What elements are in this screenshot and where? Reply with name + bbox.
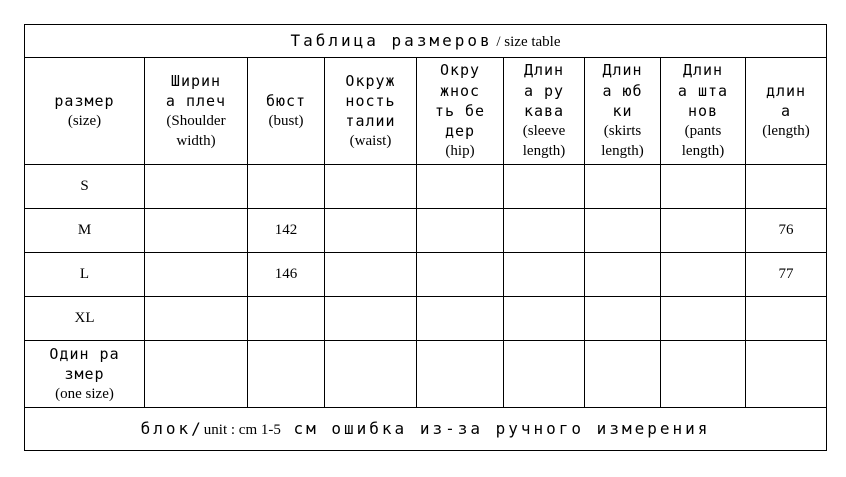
measure-cell: [325, 297, 417, 341]
header-label-ru: Окру: [439, 61, 481, 80]
header-cell: [145, 58, 248, 165]
header-label-ru: жнос: [439, 81, 481, 100]
measure-cell: [145, 253, 248, 297]
header-cell: [585, 58, 661, 165]
measure-cell: [145, 165, 248, 209]
header-label-ru: ть бе: [434, 101, 486, 120]
header-label-ru: кава: [523, 101, 565, 120]
measure-cell: [504, 297, 585, 341]
header-label-en: length): [601, 143, 644, 160]
row-size-cell: M: [25, 209, 145, 253]
footer-unit: unit : cm 1-5: [203, 421, 281, 438]
one-size-label-ru-2: змер: [64, 364, 105, 383]
measure-cell: [585, 341, 661, 408]
header-label-en: (pants: [684, 123, 722, 140]
table-row: [25, 209, 827, 253]
row-size-cell: XL: [25, 297, 145, 341]
measure-cell: [248, 165, 325, 209]
footer-note: см ошибка из-за ручного измерения: [280, 418, 711, 438]
table-title-ru: Таблица размеров: [290, 30, 493, 50]
measure-cell: [325, 341, 417, 408]
header-cell: [661, 58, 746, 165]
header-label-ru: Длин: [523, 61, 565, 80]
measure-cell: [417, 341, 504, 408]
header-row: [25, 58, 827, 165]
header-label-ru: бюст: [265, 91, 307, 110]
one-size-label-en: (one size): [55, 386, 114, 403]
measure-cell: [145, 341, 248, 408]
measure-cell: [248, 297, 325, 341]
measure-cell: 76: [746, 209, 827, 253]
footer-prefix: блок/: [140, 418, 204, 438]
table-row: [25, 297, 827, 341]
measure-cell: [746, 297, 827, 341]
measure-cell: [746, 165, 827, 209]
measure-cell: [417, 209, 504, 253]
measure-cell: [417, 165, 504, 209]
header-label-en: (hip): [445, 143, 475, 160]
header-label-ru: а юб: [602, 81, 643, 100]
header-label-en: (size): [67, 113, 102, 129]
header-label-ru: а ру: [523, 81, 565, 100]
size-table-sheet: [24, 24, 827, 451]
row-size-cell: S: [25, 165, 145, 209]
header-cell: [504, 58, 585, 165]
header-label-en: length): [681, 143, 725, 160]
measure-cell: [504, 341, 585, 408]
measure-cell: [661, 341, 746, 408]
header-label-ru: размер: [54, 91, 115, 110]
header-label-ru: ки: [612, 101, 633, 120]
row-size-cell: L: [25, 253, 145, 297]
header-cell: [417, 58, 504, 165]
header-label-ru: ность: [345, 91, 396, 110]
header-label-ru: Окруж: [345, 71, 396, 90]
header-label-en: length): [522, 143, 566, 160]
table-title-en: size table: [504, 33, 561, 50]
measure-cell: [585, 209, 661, 253]
header-label-ru: Длин: [682, 61, 724, 80]
header-label-en: (bust): [268, 113, 304, 129]
header-label-ru: Ширин: [170, 71, 222, 90]
measure-cell: [504, 209, 585, 253]
header-label-en: (sleeve: [522, 123, 566, 140]
header-label-en: (waist): [349, 133, 392, 150]
measure-cell: [325, 253, 417, 297]
measure-cell: [585, 165, 661, 209]
measure-cell: [417, 297, 504, 341]
size-table: [24, 24, 827, 451]
header-label-en: width): [176, 133, 216, 150]
header-label-ru: талии: [345, 112, 396, 130]
header-label-en: (skirts: [603, 123, 642, 140]
header-label-ru: нов: [687, 101, 719, 120]
header-label-ru: а шта: [677, 81, 729, 100]
header-label-ru: Длин: [602, 61, 643, 80]
measure-cell: [746, 341, 827, 408]
header-label-ru: а плеч: [165, 91, 227, 110]
header-label-en: (length): [762, 123, 810, 140]
measure-cell: 77: [746, 253, 827, 297]
measure-cell: [248, 341, 325, 408]
header-cell: [25, 58, 145, 165]
measure-cell: [661, 297, 746, 341]
measure-cell: 146: [248, 253, 325, 297]
table-title-separator: /: [492, 33, 505, 50]
header-cell: [325, 58, 417, 165]
measure-cell: [145, 297, 248, 341]
table-row: [25, 253, 827, 297]
table-footer-note: [25, 408, 827, 451]
measure-cell: 142: [248, 209, 325, 253]
measure-cell: [661, 209, 746, 253]
table-row-one-size: [25, 341, 827, 408]
measure-cell: [325, 209, 417, 253]
header-cell: [248, 58, 325, 165]
measure-cell: [661, 253, 746, 297]
header-label-en: (Shoulder: [166, 113, 226, 129]
measure-cell: [417, 253, 504, 297]
row-size-cell: [25, 341, 145, 408]
measure-cell: [325, 165, 417, 209]
measure-cell: [585, 253, 661, 297]
header-label-ru: длин: [765, 81, 807, 100]
header-label-ru: а: [780, 101, 792, 120]
measure-cell: [504, 165, 585, 209]
measure-cell: [585, 297, 661, 341]
table-title: [25, 25, 827, 58]
header-label-ru: дер: [444, 122, 476, 141]
measure-cell: [661, 165, 746, 209]
measure-cell: [145, 209, 248, 253]
one-size-label-ru-1: Один ра: [49, 344, 120, 363]
table-row: [25, 165, 827, 209]
measure-cell: [504, 253, 585, 297]
header-cell: [746, 58, 827, 165]
